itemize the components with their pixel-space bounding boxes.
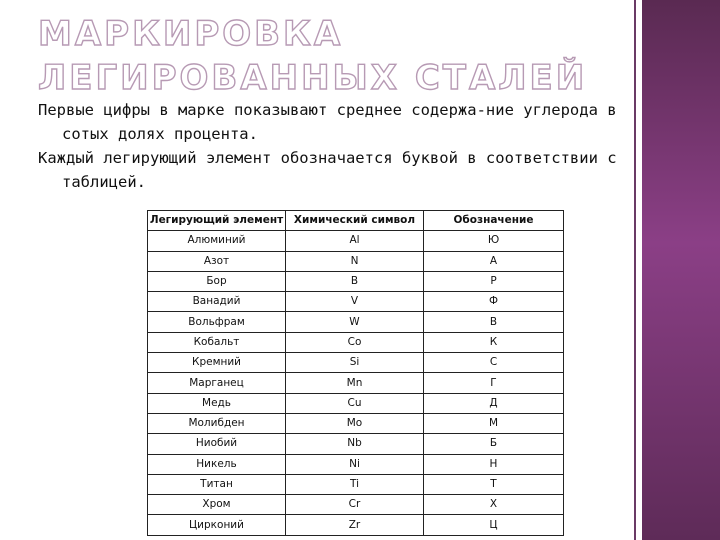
table-body (148, 231, 564, 535)
cell-designation: Т (424, 474, 564, 494)
cell-element: Никель (148, 454, 286, 474)
cell-designation: Н (424, 454, 564, 474)
header-element: Легирующий элемент (148, 211, 286, 231)
cell-element: Кремний (148, 353, 286, 373)
table-row (148, 515, 564, 535)
cell-designation: Д (424, 393, 564, 413)
cell-symbol: Ni (286, 454, 424, 474)
bullet-list (38, 98, 628, 194)
cell-designation: М (424, 413, 564, 433)
cell-designation: Ц (424, 515, 564, 535)
cell-designation: В (424, 312, 564, 332)
cell-element: Медь (148, 393, 286, 413)
cell-symbol: Cu (286, 393, 424, 413)
cell-symbol: N (286, 251, 424, 271)
cell-symbol: V (286, 292, 424, 312)
cell-element: Бор (148, 271, 286, 291)
cell-element: Азот (148, 251, 286, 271)
bullet-item: Каждый легирующий элемент обозначается буквой в соответствии с таблицей. (38, 149, 617, 191)
table-row (148, 292, 564, 312)
cell-symbol: Nb (286, 434, 424, 454)
cell-element: Ниобий (148, 434, 286, 454)
cell-designation: А (424, 251, 564, 271)
cell-symbol: B (286, 271, 424, 291)
cell-designation: Ю (424, 231, 564, 251)
table-row (148, 413, 564, 433)
side-accent-panel (642, 0, 720, 540)
cell-designation: Ф (424, 292, 564, 312)
cell-element: Хром (148, 495, 286, 515)
cell-designation: Р (424, 271, 564, 291)
cell-element: Алюминий (148, 231, 286, 251)
cell-element: Марганец (148, 373, 286, 393)
cell-element: Цирконий (148, 515, 286, 535)
cell-element: Титан (148, 474, 286, 494)
alloying-elements-table (147, 210, 564, 536)
cell-symbol: Mn (286, 373, 424, 393)
cell-symbol: Cr (286, 495, 424, 515)
cell-element: Молибден (148, 413, 286, 433)
cell-element: Вольфрам (148, 312, 286, 332)
bullet-item: Первые цифры в марке показывают среднее содержа-ние углерода в сотых долях процента. (38, 101, 617, 143)
slide-title: МАРКИРОВКА ЛЕГИРОВАННЫХ СТАЛЕЙ (38, 14, 588, 98)
alloying-elements-table-wrapper (147, 210, 563, 531)
cell-designation: С (424, 353, 564, 373)
table-row (148, 434, 564, 454)
table-row (148, 231, 564, 251)
cell-symbol: Ti (286, 474, 424, 494)
cell-symbol: Mo (286, 413, 424, 433)
cell-designation: Х (424, 495, 564, 515)
table-row (148, 373, 564, 393)
header-designation: Обозначение (424, 211, 564, 231)
table-row (148, 353, 564, 373)
table-row (148, 332, 564, 352)
cell-designation: Б (424, 434, 564, 454)
cell-element: Ванадий (148, 292, 286, 312)
table-row (148, 393, 564, 413)
table-row (148, 454, 564, 474)
cell-symbol: Al (286, 231, 424, 251)
table-row (148, 271, 564, 291)
table-header-row (148, 211, 564, 231)
cell-symbol: W (286, 312, 424, 332)
cell-element: Кобальт (148, 332, 286, 352)
table-row (148, 474, 564, 494)
side-divider (634, 0, 636, 540)
table-row (148, 251, 564, 271)
cell-designation: Г (424, 373, 564, 393)
table-row (148, 312, 564, 332)
cell-symbol: Zr (286, 515, 424, 535)
table-row (148, 495, 564, 515)
cell-designation: К (424, 332, 564, 352)
cell-symbol: Co (286, 332, 424, 352)
cell-symbol: Si (286, 353, 424, 373)
header-symbol: Химический символ (286, 211, 424, 231)
